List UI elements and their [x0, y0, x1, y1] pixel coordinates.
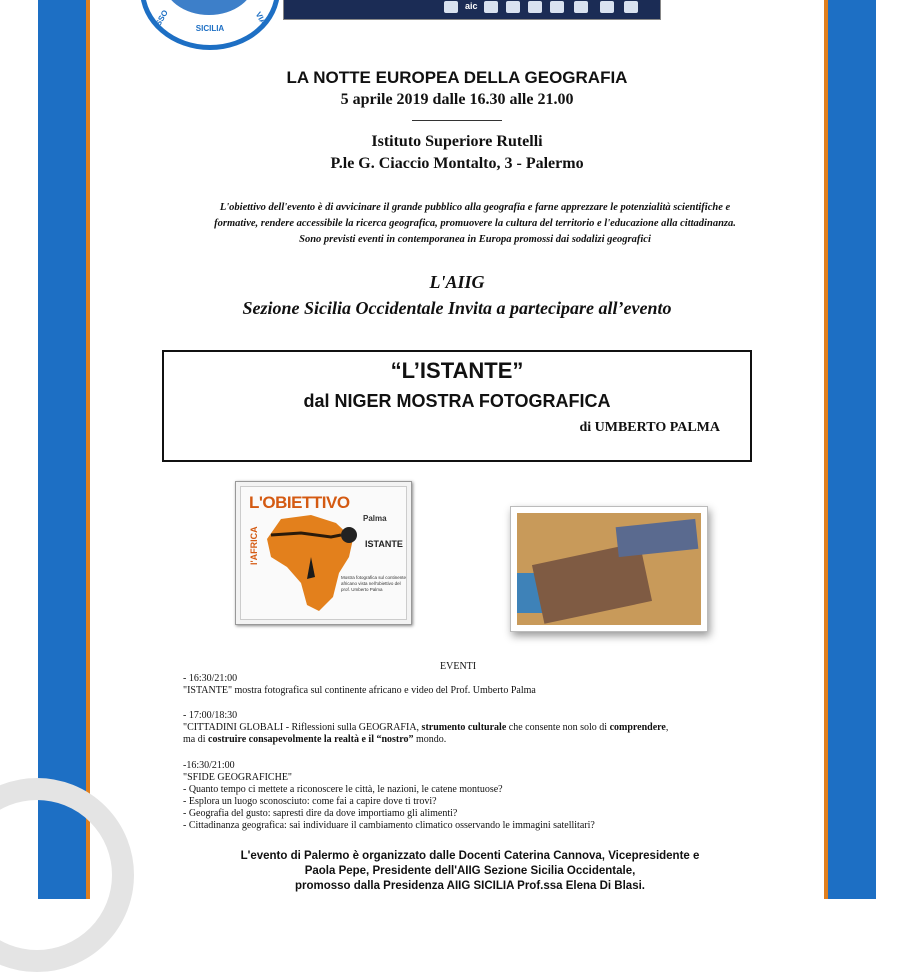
event-title: LA NOTTE EUROPEA DELLA GEOGRAFIA: [286, 68, 628, 87]
event-3-item: - Cittadinanza geografica: sai individuare il cambiamento climatico osservando le immagini satellitari?: [183, 820, 595, 831]
sponsor-logo-icon: [444, 1, 458, 13]
exhibit-photo: [510, 506, 708, 632]
exhibit-box: [162, 350, 752, 462]
event-2-text-cont: ma di costruire consapevolmente la realtà e il “nostro” mondo.: [183, 734, 447, 745]
globe-icon: [163, 0, 255, 15]
sponsors-banner: [283, 0, 661, 20]
event-1-text: "ISTANTE" mostra fotografica sul continente africano e video del Prof. Umberto Palma: [183, 685, 536, 696]
sponsor-logo-icon: [528, 1, 542, 13]
event-date: 5 aprile 2019 dalle 16.30 alle 21.00: [340, 91, 574, 108]
events-heading: EVENTI: [440, 661, 477, 672]
exhibit-poster-image: [235, 481, 412, 625]
poster-palma: Palma: [363, 514, 387, 523]
description-line: formative, rendere accessibile la ricerca geografica, promuovere la cultura del territorio e l'educazione alla cittadinanza.: [214, 218, 736, 229]
sponsor-logo-icon: [624, 1, 638, 13]
sponsor-logo-icon: [574, 1, 588, 13]
decorative-circle: [0, 778, 134, 972]
exhibit-title: “L’ISTANTE”: [390, 358, 524, 383]
footer-line: L'evento di Palermo è organizzato dalle Docenti Caterina Cannova, Vicepresidente e: [240, 850, 700, 862]
venue-address: P.le G. Ciaccio Montalto, 3 - Palermo: [330, 155, 584, 172]
event-3-time: -16:30/21:00: [183, 760, 235, 771]
poster-africa-label: l'AFRICA: [249, 526, 259, 565]
organizers-footer: [170, 849, 770, 894]
description-line: L'obiettivo dell'evento è di avvicinare il grande pubblico alla geografia e farne apprezzare le potenzialità scientifiche e: [219, 202, 731, 213]
event-3-item: - Geografia del gusto: sapresti dire da dove importiamo gli alimenti?: [183, 808, 458, 819]
footer-line: Paola Pepe, Presidente dell'AIIG Sezione Sicilia Occidentale,: [304, 865, 636, 877]
event-1-time: - 16:30/21:00: [183, 673, 238, 684]
venue-name: Istituto Superiore Rutelli: [371, 133, 543, 150]
poster-title: L'OBIETTIVO: [249, 493, 350, 512]
event-2-time: - 17:00/18:30: [183, 710, 238, 721]
sponsor-logo-icon: [506, 1, 520, 13]
sponsor-logo-icon: [484, 1, 498, 13]
event-3-item: - Esplora un luogo sconosciuto: come fai a capire dove ti trovi?: [183, 796, 437, 807]
divider: [412, 120, 502, 121]
exhibit-subtitle: dal NIGER MOSTRA FOTOGRAFICA: [303, 391, 611, 411]
event-3-title: "SFIDE GEOGRAFICHE": [183, 772, 293, 783]
event-description: [140, 200, 810, 248]
exhibit-author: di UMBERTO PALMA: [579, 420, 720, 435]
aiig-logo: [140, 0, 280, 50]
logo-text-left: ASSO: [150, 8, 170, 33]
poster-caption: Mostra fotografica sul continente africano vista nell'obiettivo del prof. Umberto Palma: [341, 575, 407, 592]
description-line: Sono previsti eventi in contemporanea in Europa promossi dai sodalizi geografici: [299, 234, 651, 245]
invite-org: L'AIIG: [429, 272, 485, 292]
footer-line: promosso dalla Presidenza AIIG SICILIA Prof.ssa Elena Di Blasi.: [294, 880, 645, 892]
banner-aic-label: aic: [465, 1, 478, 11]
logo-text-right: VIAL: [253, 10, 271, 31]
logo-text: SICILIA: [195, 24, 225, 33]
sponsor-logo-icon: [600, 1, 614, 13]
photo-image: [517, 513, 701, 625]
event-3-item: - Quanto tempo ci mettete a riconoscere le città, le nazioni, le catene montuose?: [183, 784, 503, 795]
sponsor-logo-icon: [550, 1, 564, 13]
event-2-text: "CITTADINI GLOBALI - Riflessioni sulla GEOGRAFIA, strumento culturale che consente non solo di comprendere,: [183, 722, 669, 733]
right-blue-band: [828, 0, 876, 899]
poster-istante: ISTANTE: [365, 539, 403, 549]
invite-text: Sezione Sicilia Occidentale Invita a partecipare all’evento: [242, 298, 672, 318]
left-blue-band: [38, 0, 86, 899]
